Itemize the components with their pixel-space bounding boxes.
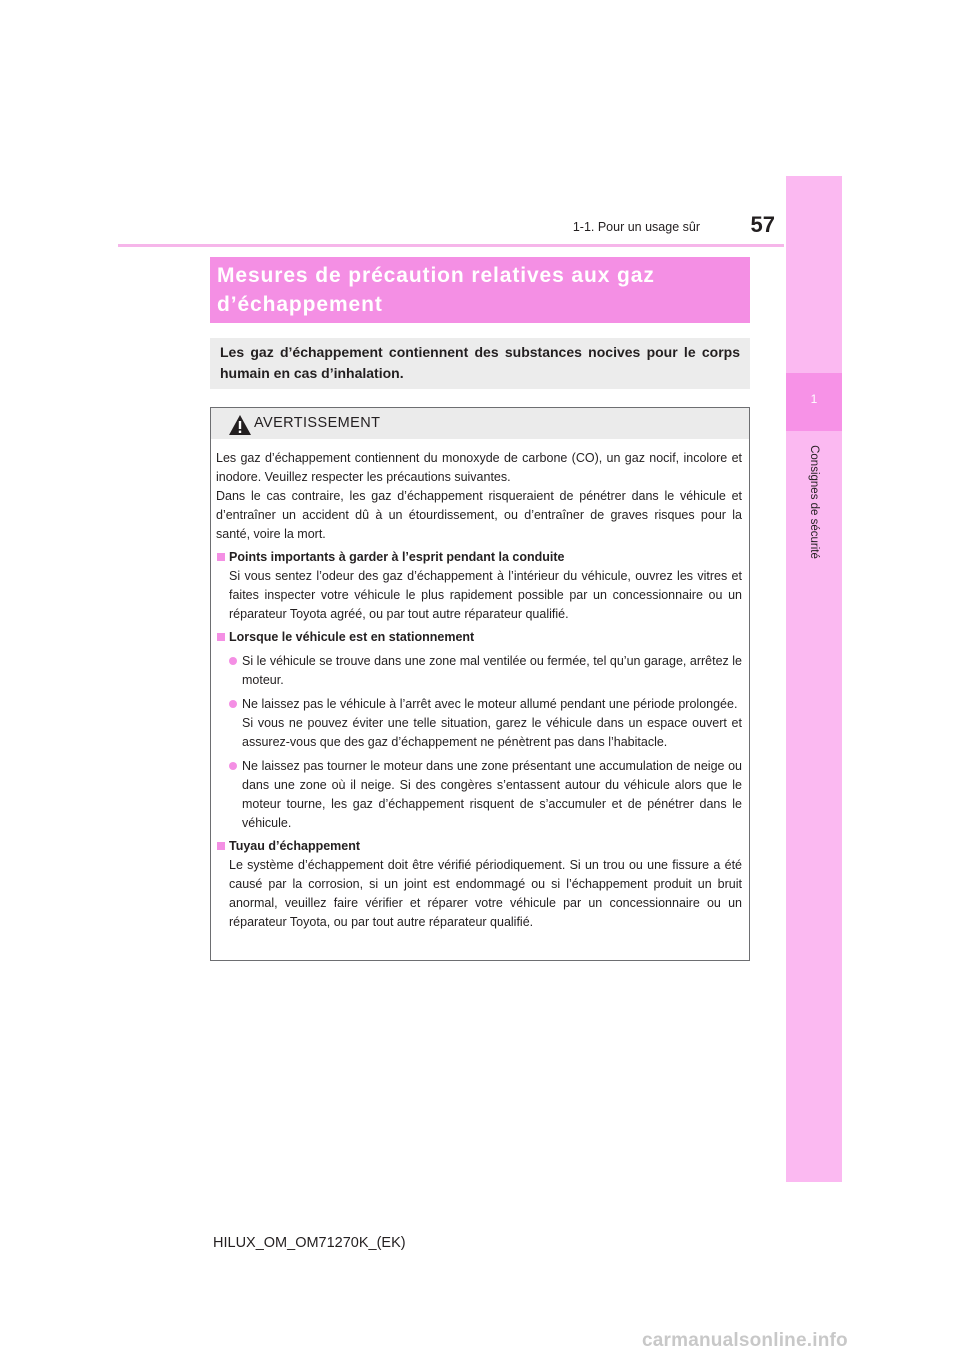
- topic-heading: [216, 628, 742, 647]
- topic-heading: [216, 548, 742, 567]
- bullet-text: Ne laissez pas le véhicule à l’arrêt avec le moteur allumé pendant une période prolongée.: [242, 697, 738, 711]
- footer-model-code: HILUX_OM_OM71270K_(EK): [213, 1235, 406, 1251]
- warning-title: AVERTISSEMENT: [254, 415, 381, 431]
- warning-triangle-icon: [228, 414, 252, 436]
- side-chapter-label: Consignes de sécurité: [808, 445, 820, 559]
- topic-title: Points importants à garder à l’esprit pendant la conduite: [229, 550, 565, 564]
- intro-block: [210, 338, 750, 389]
- square-bullet-icon: [217, 633, 225, 641]
- round-bullet-icon: [229, 762, 237, 770]
- topic-title: Tuyau d’échappement: [229, 839, 361, 853]
- page-number: 57: [750, 212, 775, 237]
- topic-body: Le système d’échappement doit être vérifié périodiquement. Si un trou ou une fissure a été causé par la corrosion, si un joint est endommagé ou si l’échappement produit un bruit anormal, veuillez faire vérifier et réparer votre véhicule par un concessionnaire ou un réparateur Toyota, ou par tout autre réparateur qualifié.: [229, 858, 742, 929]
- header-rule: [118, 244, 784, 247]
- watermark: carmanualsonline.info: [642, 1330, 848, 1351]
- warning-body: [211, 439, 749, 932]
- square-bullet-icon: [217, 842, 225, 850]
- warning-box: [210, 407, 750, 961]
- title-block: [210, 257, 750, 323]
- topic-title: Lorsque le véhicule est en stationnement: [229, 630, 475, 644]
- warning-paragraph: Les gaz d’échappement contiennent du monoxyde de carbone (CO), un gaz nocif, incolore et inodore. Veuillez respecter les précautions suivantes.: [216, 451, 742, 484]
- warning-header: [211, 408, 749, 439]
- bullet-text: Si le véhicule se trouve dans une zone mal ventilée ou fermée, tel qu’un garage, arrêtez le moteur.: [242, 654, 742, 687]
- bullet-item: [216, 652, 742, 690]
- bullet-item: [216, 757, 742, 833]
- page-title-line2: d’échappement: [217, 293, 383, 316]
- round-bullet-icon: [229, 657, 237, 665]
- topic-heading: [216, 837, 742, 856]
- topic-body: Si vous sentez l’odeur des gaz d’échappement à l’intérieur du véhicule, ouvrez les vitres et faites inspecter votre véhicule le plus rapidement possible par un concessionnaire ou un réparateur Toyota agréé, ou par tout autre réparateur qualifié.: [229, 569, 742, 621]
- section-path: 1-1. Pour un usage sûr: [572, 220, 700, 234]
- round-bullet-icon: [229, 700, 237, 708]
- bullet-text: Ne laissez pas tourner le moteur dans une zone présentant une accumulation de neige ou dans une zone où il neige. Si des congères s’entassent autour du véhicule alors que le moteur tourne, les gaz d’échappement risquent de s’accumuler et de pénétrer dans le véhicule.: [242, 759, 742, 830]
- side-chapter-number: 1: [810, 392, 818, 406]
- bullet-text: Si vous ne pouvez éviter une telle situation, garez le véhicule dans un espace ouvert et assurez-vous que des gaz d’échappement ne pénètrent pas dans l’habitacle.: [242, 716, 742, 749]
- side-tab: [786, 176, 842, 1182]
- warning-paragraph: Dans le cas contraire, les gaz d’échappement risqueraient de pénétrer dans le véhicule et d’entraîner un accident dû à un étourdissement, ou d’entraîner de graves risques pour la santé, voire la mort.: [216, 489, 742, 541]
- square-bullet-icon: [217, 553, 225, 561]
- bullet-item: [216, 695, 742, 752]
- page-title-line1: Mesures de précaution relatives aux gaz: [217, 264, 655, 287]
- intro-text: Les gaz d’échappement contiennent des substances nocives pour le corps humain en cas d’inhalation.: [220, 344, 740, 381]
